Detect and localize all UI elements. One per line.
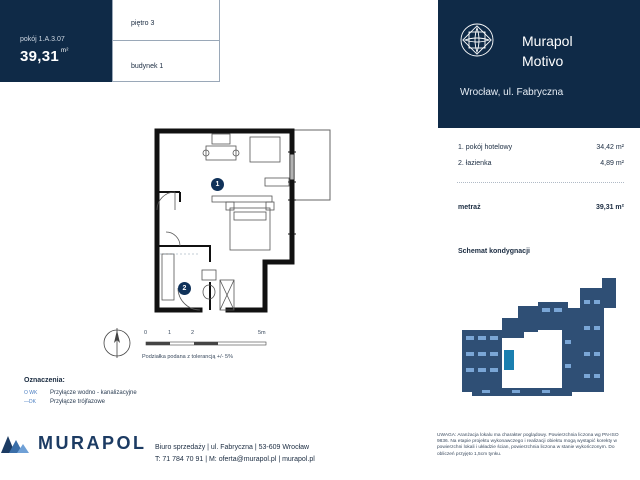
- murapol-wordmark: MURAPOL: [38, 432, 147, 453]
- scale-tick: 1: [168, 330, 172, 336]
- total-area-row: [458, 204, 624, 211]
- motivo-logo-icon: [459, 22, 495, 58]
- legend-list: [24, 390, 137, 405]
- water-connection-icon: O WK: [24, 390, 38, 396]
- highlighted-unit: [504, 350, 514, 370]
- room-area: 34,42 m²: [596, 144, 624, 151]
- floor-plan: [140, 122, 340, 322]
- legend-text: Przyłącze trójfazowe: [50, 399, 106, 405]
- scale-note: Podziałka podana z tolerancją +/- 5%: [142, 354, 233, 360]
- compass-icon: [100, 326, 134, 360]
- floor-scheme-map: [452, 270, 632, 400]
- floor-scheme-title: Schemat kondygnacji: [458, 248, 530, 255]
- murapol-logo-icon: [0, 432, 30, 454]
- three-phase-connection-icon: —DK: [24, 399, 36, 405]
- unit-area-value: 39,31: [20, 48, 60, 65]
- room-2-marker: 2: [178, 282, 191, 295]
- scale-tick: 5m: [258, 330, 266, 336]
- rooms-list: [458, 144, 624, 176]
- legend-item: [24, 390, 137, 396]
- room-name: 2. łazienka: [458, 160, 492, 167]
- room-row: [458, 160, 624, 176]
- disclaimer: UWAGA: Aranżacja lokalu ma charakter poglądowy. Powierzchnia liczona wg PN-ISO 9836. Na etapie projektu wykonawczego i realizacji obiektu mogą wystąpić korekty w powierzchni lokali i układzie ścian, powierzchnia liczona w stanie wykończonym. Do obliczeń przyjęto 1,5cm tynku.: [437, 433, 619, 457]
- brand-panel: [438, 0, 640, 128]
- unit-code: pokój 1.A.3.07: [20, 36, 65, 43]
- room-area: 4,89 m²: [600, 160, 624, 167]
- brand-name: [522, 31, 573, 71]
- rooms-divider: [457, 182, 624, 183]
- brand-name-line2: Motivo: [522, 53, 564, 69]
- unit-info-grid: [112, 0, 220, 82]
- legend-text: Przyłącze wodno - kanalizacyjne: [50, 390, 137, 396]
- contact-info: [155, 442, 315, 466]
- unit-area-unit: m²: [61, 48, 69, 54]
- legend-item: [24, 399, 137, 405]
- legend-title: Oznaczenia:: [24, 377, 65, 384]
- building-label: budynek 1: [131, 63, 164, 70]
- room-name: 1. pokój hotelowy: [458, 144, 513, 151]
- floor-label: piętro 3: [113, 0, 219, 41]
- unit-summary: [0, 0, 112, 82]
- scale-bar: [144, 338, 270, 350]
- room-1-marker: 1: [211, 178, 224, 191]
- unit-area: [20, 48, 112, 65]
- total-value: 39,31 m²: [595, 204, 624, 211]
- scale-tick: 2: [191, 330, 195, 336]
- brand-city: Wrocław, ul. Fabryczna: [460, 87, 564, 98]
- contact-line: T: 71 784 70 91 | M: oferta@murapol.pl | murapol.pl: [155, 456, 315, 463]
- murapol-logo: [0, 432, 147, 454]
- brand-name-line1: Murapol: [522, 33, 573, 49]
- contact-line: Biuro sprzedaży | ul. Fabryczna | 53-609 Wrocław: [155, 444, 310, 451]
- scale-tick: 0: [144, 330, 148, 336]
- total-label: metraż: [458, 204, 481, 211]
- room-row: [458, 144, 624, 160]
